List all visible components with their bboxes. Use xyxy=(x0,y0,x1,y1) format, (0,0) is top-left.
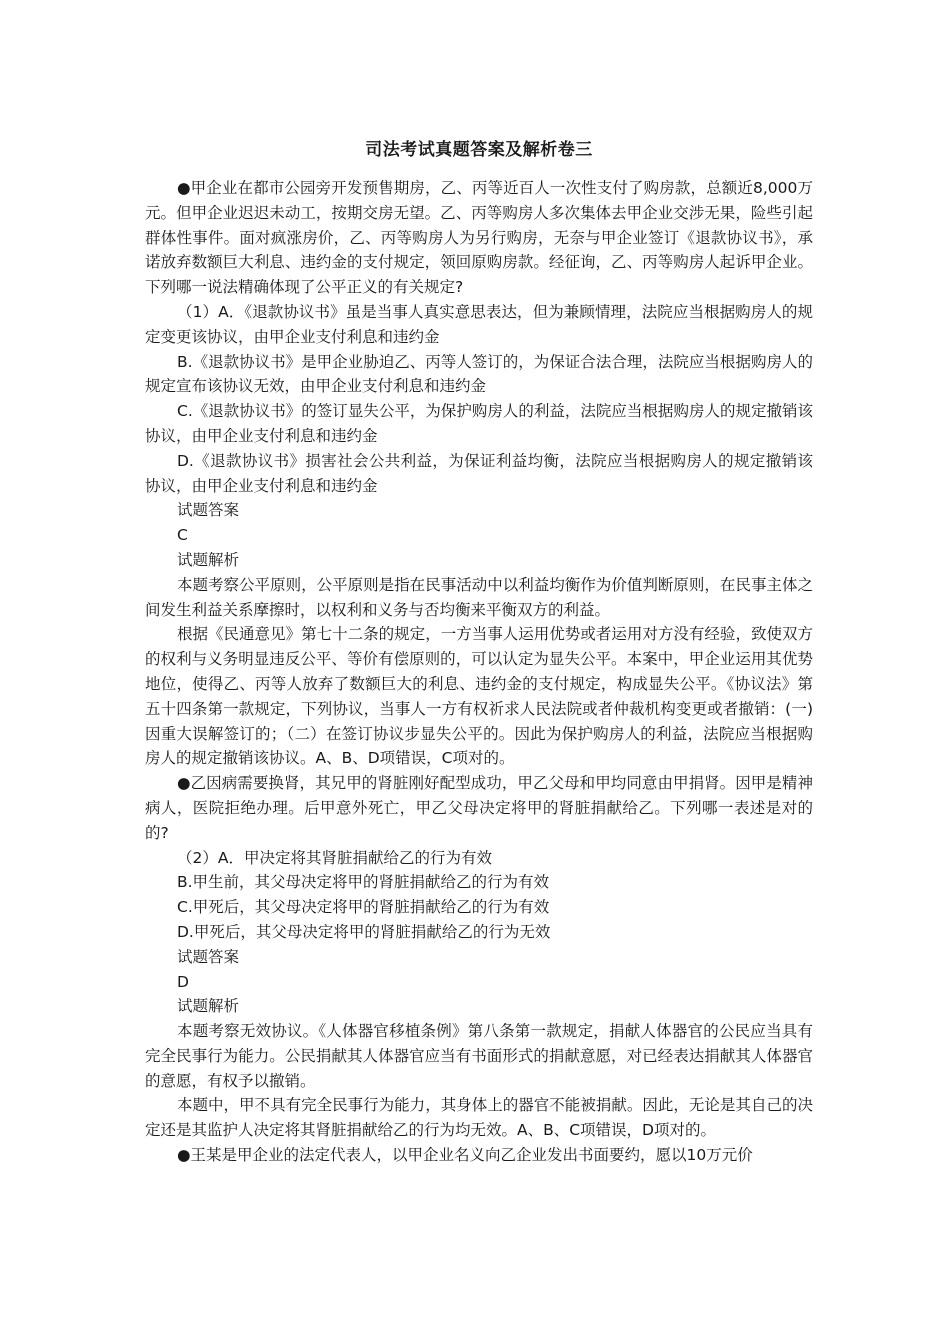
paragraph: 本题中，甲不具有完全民事行为能力，其身体上的器官不能被捐献。因此，无论是其自己的决定还是其监护人决定将其肾脏捐献给乙的行为均无效。A、B、C项错误，D项对的。 xyxy=(145,1096,813,1140)
paragraph: D xyxy=(177,972,189,991)
paragraph: ●甲企业在都市公园旁开发预售期房，乙、丙等近百人一次性支付了购房款，总额近8,000万元。但甲企业迟迟未动工，按期交房无望。乙、丙等购房人多次集体去甲企业交涉无果，险些引起群体性事件。面对疯涨房价，乙、丙等购房人为另行购房，无奈与甲企业签订《退款协议书》，承诺放弃数额巨大利息、违约金的支付规定，领回原购房款。经征询，乙、丙等购房人起诉甲企业。下列哪一说法精确体现了公平正义的有关规定? xyxy=(145,179,813,297)
paragraph: （1）A．《退款协议书》虽是当事人真实意思表达，但为兼顾情理，法院应当根据购房人的规定变更该协议，由甲企业支付利息和违约金 xyxy=(145,302,813,346)
paragraph: D.《退款协议书》损害社会公共利益，为保证利益均衡，法院应当根据购房人的规定撤销该协议，由甲企业支付利息和违约金 xyxy=(145,451,813,495)
paragraph: 试题答案 xyxy=(177,947,240,966)
document-page xyxy=(145,138,813,1168)
paragraph: C.甲死后，其父母决定将甲的肾脏捐献给乙的行为有效 xyxy=(177,898,550,917)
document-title: 司法考试真题答案及解析卷三 xyxy=(365,140,593,160)
paragraph: B.《退款协议书》是甲企业胁迫乙、丙等人签订的，为保证合法合理，法院应当根据购房人的规定宣布该协议无效，由甲企业支付利息和违约金 xyxy=(145,352,813,396)
paragraph: ●王某是甲企业的法定代表人，以甲企业名义向乙企业发出书面要约，愿以10万元价 xyxy=(177,1146,753,1165)
paragraph: C.《退款协议书》的签订显失公平，为保护购房人的利益，法院应当根据购房人的规定撤销该协议，由甲企业支付利息和违约金 xyxy=(145,402,813,445)
paragraph: 试题答案 xyxy=(177,501,240,520)
paragraph: D.甲死后，其父母决定将甲的肾脏捐献给乙的行为无效 xyxy=(177,922,551,941)
document-body xyxy=(145,176,813,1168)
paragraph: ●乙因病需要换肾，其兄甲的肾脏刚好配型成功，甲乙父母和甲均同意由甲捐肾。因甲是精神病人，医院拒绝办理。后甲意外死亡，甲乙父母决定将甲的肾脏捐献给乙。下列哪一表述是对的的? xyxy=(145,774,813,842)
paragraph: 试题解析 xyxy=(177,997,240,1016)
paragraph: 根据《民通意见》第七十二条的规定，一方当事人运用优势或者运用对方没有经验，致使双方的权利与义务明显违反公平、等价有偿原则的，可以认定为显失公平。本案中，甲企业运用其优势地位，使得乙、丙等人放弃了数额巨大的利息、违约金的支付规定，构成显失公平。《协议法》第五十四条第一款规定，下列协议，当事人一方有权祈求人民法院或者仲裁机构变更或者撤销：(一)因重大误解签订的；（二）在签订协议步显失公平的。因此为保护购房人的利益，法院应当根据购房人的规定撤销该协议。A、B、D项错误，C项对的。 xyxy=(145,625,813,768)
paragraph: C xyxy=(177,526,188,545)
paragraph: 本题考察无效协议。《人体器官移植条例》第八条第一款规定，捐献人体器官的公民应当具有完全民事行为能力。公民捐献其人体器官应当有书面形式的捐献意愿，对已经表达捐献其人体器官的意愿，有权予以撤销。 xyxy=(145,1022,813,1090)
paragraph: B.甲生前，其父母决定将甲的肾脏捐献给乙的行为有效 xyxy=(177,873,550,892)
paragraph: 本题考察公平原则，公平原则是指在民事活动中以利益均衡作为价值判断原则，在民事主体之间发生利益关系摩擦时，以权利和义务与否均衡来平衡双方的利益。 xyxy=(145,575,813,619)
paragraph: （2）A．甲决定将其肾脏捐献给乙的行为有效 xyxy=(177,848,492,867)
paragraph: 试题解析 xyxy=(177,550,240,569)
